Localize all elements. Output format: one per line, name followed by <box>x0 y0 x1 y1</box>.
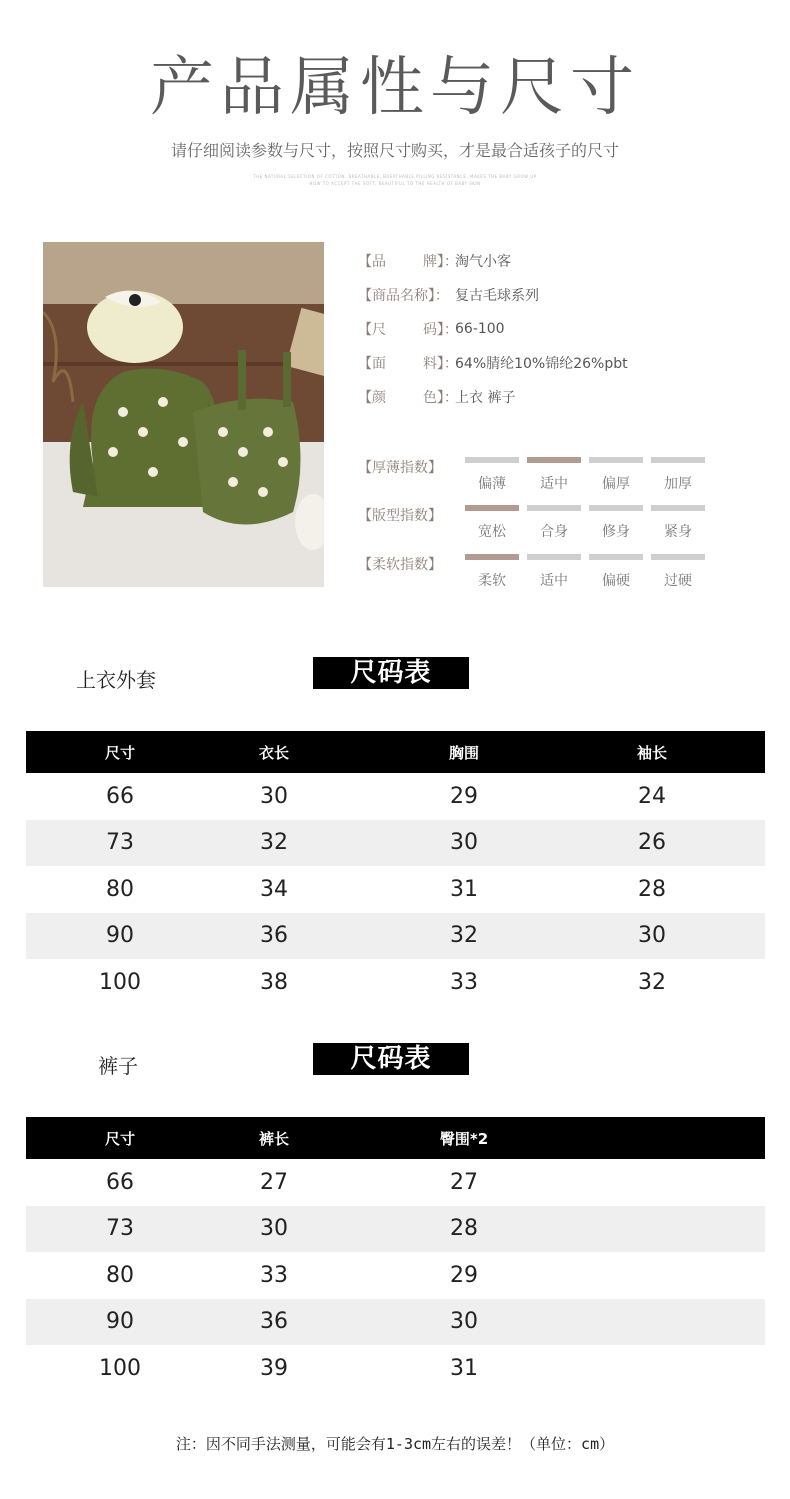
index-option <box>651 554 705 590</box>
table-cell <box>592 1299 712 1346</box>
table-cell <box>592 1345 712 1392</box>
index-label: 【版型指数】 <box>358 508 442 524</box>
attr-row-color <box>358 380 628 414</box>
index-bar <box>527 505 581 511</box>
table-cell: 29 <box>450 783 478 809</box>
header-cell <box>592 1117 712 1159</box>
product-photo-illustration <box>43 242 324 587</box>
table-cell: 33 <box>260 1262 288 1288</box>
attr-key-brand: 【 品 牌 】： <box>358 254 458 270</box>
tops-section-label: 上衣外套 <box>76 668 156 692</box>
table-row <box>26 959 765 1006</box>
index-option-text: 柔软 <box>478 573 506 589</box>
pants-size-table <box>26 1117 765 1392</box>
attr-row-fabric <box>358 346 628 380</box>
table-cell: 30 <box>260 783 288 809</box>
attr-key-color: 【 颜 色 】： <box>358 390 458 406</box>
index-bar <box>651 554 705 560</box>
index-option-text: 适中 <box>540 573 568 589</box>
table-row <box>26 866 765 913</box>
table-cell: 90 <box>106 923 134 949</box>
table-cell <box>592 1252 712 1299</box>
header-cell: 裤长 <box>258 1129 289 1148</box>
attr-value-name: 复古毛球系列 <box>455 288 539 304</box>
product-attributes <box>358 244 628 414</box>
table-cell: 31 <box>450 1355 478 1381</box>
index-option <box>589 554 643 590</box>
page-title: 产品属性与尺寸 <box>150 51 640 125</box>
index-option <box>651 457 705 493</box>
pants-size-chart-badge: 尺码表 <box>313 1043 469 1075</box>
table-cell: 32 <box>638 969 666 995</box>
index-bar <box>465 554 519 560</box>
index-option-text: 过硬 <box>664 573 692 589</box>
table-cell: 100 <box>99 1355 141 1381</box>
table-cell: 80 <box>106 1262 134 1288</box>
header-cell: 尺寸 <box>104 1129 135 1148</box>
index-option-text: 适中 <box>540 476 568 492</box>
table-cell: 27 <box>450 1169 478 1195</box>
table-cell: 36 <box>260 1309 288 1335</box>
header-cell: 臀围*2 <box>439 1129 489 1148</box>
index-bar <box>651 457 705 463</box>
table-cell: 28 <box>450 1216 478 1242</box>
index-option-text: 偏厚 <box>602 476 630 492</box>
index-option-text: 宽松 <box>478 524 506 540</box>
header-cell: 袖长 <box>636 743 667 762</box>
attr-row-brand <box>358 244 628 278</box>
header-cell: 尺寸 <box>104 743 135 762</box>
pants-section-label: 裤子 <box>98 1054 138 1078</box>
index-option-text: 合身 <box>540 524 568 540</box>
index-option <box>589 505 643 541</box>
table-cell: 36 <box>260 923 288 949</box>
attr-row-name <box>358 278 628 312</box>
table-cell: 31 <box>450 876 478 902</box>
attr-value-fabric: 64%腈纶10%锦纶26%pbt <box>455 356 628 372</box>
index-label: 【厚薄指数】 <box>358 460 442 476</box>
table-cell: 38 <box>260 969 288 995</box>
table-cell: 90 <box>106 1309 134 1335</box>
attr-key-fabric: 【 面 料 】： <box>358 356 458 372</box>
page-subtitle: 请仔细阅读参数与尺寸，按照尺寸购买，才是最合适孩子的尺寸 <box>170 141 619 160</box>
table-cell: 34 <box>260 876 288 902</box>
attr-value-size: 66-100 <box>455 321 505 337</box>
attr-key-size: 【 尺 码 】： <box>358 322 458 338</box>
tagline-line-1: THE NATURAL SELECTION OF COTTON, BREATHABLE, BREATHABLE PILLING RESISTANCE, MAKES THE BABY GROW UP <box>253 174 537 179</box>
table-cell: 28 <box>638 876 666 902</box>
table-cell: 80 <box>106 876 134 902</box>
tagline-line-2: HOW TO ACCEPT THE SOFT, BEAUTIFUL TO THE HEALTH OF BABY SKIN <box>309 181 481 186</box>
index-bar <box>589 505 643 511</box>
table-cell <box>592 1206 712 1253</box>
index-option <box>527 554 581 590</box>
table-cell: 30 <box>450 1309 478 1335</box>
table-cell: 26 <box>638 830 666 856</box>
tops-size-chart-badge: 尺码表 <box>313 657 469 689</box>
table-cell: 24 <box>638 783 666 809</box>
attr-row-size <box>358 312 628 346</box>
index-option <box>465 554 519 590</box>
index-bar <box>465 505 519 511</box>
index-bar <box>589 554 643 560</box>
table-cell: 30 <box>638 923 666 949</box>
table-cell: 33 <box>450 969 478 995</box>
header-cell: 衣长 <box>258 743 289 762</box>
attr-key-name: 【商品名称】： <box>358 288 449 304</box>
index-bar <box>527 457 581 463</box>
table-row <box>26 1252 765 1299</box>
table-cell: 73 <box>106 1216 134 1242</box>
index-option-text: 偏硬 <box>602 573 630 589</box>
table-cell: 29 <box>450 1262 478 1288</box>
table-header <box>26 731 765 773</box>
table-row <box>26 820 765 867</box>
index-label: 【柔软指数】 <box>358 557 442 573</box>
table-cell: 66 <box>106 783 134 809</box>
index-bar <box>651 505 705 511</box>
measurement-footnote: 注：因不同手法测量，可能会有1-3cm左右的误差！（单位：cm） <box>175 1435 615 1453</box>
table-cell: 32 <box>260 830 288 856</box>
index-option-text: 紧身 <box>664 524 692 540</box>
table-cell <box>592 1159 712 1206</box>
table-row <box>26 913 765 960</box>
table-cell: 32 <box>450 923 478 949</box>
index-option <box>465 505 519 541</box>
table-cell: 66 <box>106 1169 134 1195</box>
table-row <box>26 773 765 820</box>
attr-value-brand: 淘气小客 <box>455 254 511 270</box>
index-option <box>465 457 519 493</box>
table-cell: 100 <box>99 969 141 995</box>
index-option <box>651 505 705 541</box>
index-bar <box>589 457 643 463</box>
table-cell: 39 <box>260 1355 288 1381</box>
table-cell: 30 <box>450 830 478 856</box>
product-photo <box>43 242 324 587</box>
index-option-text: 偏薄 <box>478 476 506 492</box>
index-option <box>527 457 581 493</box>
table-cell: 27 <box>260 1169 288 1195</box>
index-option-text: 修身 <box>602 524 630 540</box>
table-cell: 30 <box>260 1216 288 1242</box>
table-cell: 73 <box>106 830 134 856</box>
index-option <box>527 505 581 541</box>
table-header <box>26 1117 765 1159</box>
table-row <box>26 1159 765 1206</box>
attr-value-color: 上衣 裤子 <box>455 390 516 406</box>
tops-size-table <box>26 731 765 1006</box>
index-bar <box>465 457 519 463</box>
index-option-text: 加厚 <box>664 476 692 492</box>
header-cell: 胸围 <box>448 743 479 762</box>
table-row <box>26 1345 765 1392</box>
index-option <box>589 457 643 493</box>
table-row <box>26 1299 765 1346</box>
table-row <box>26 1206 765 1253</box>
index-bar <box>527 554 581 560</box>
